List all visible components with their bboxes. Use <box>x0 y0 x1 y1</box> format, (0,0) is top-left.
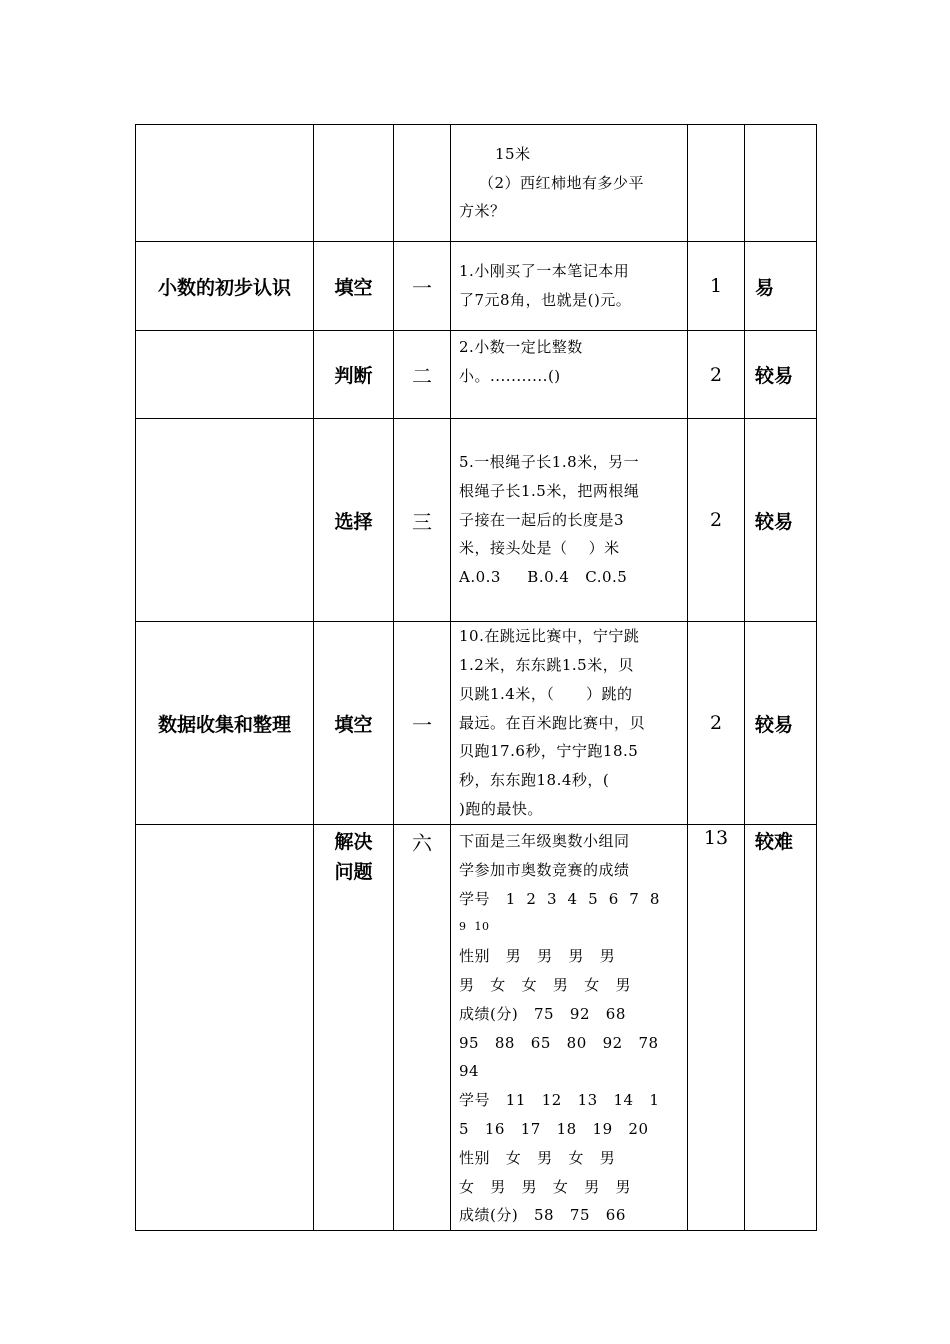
level-cell: 易 <box>745 242 817 331</box>
level-cell: 较难 <box>745 825 817 1231</box>
type-line: 解决 <box>334 831 373 853</box>
question-line: 女 男 男 女 男 男 <box>459 1177 632 1196</box>
type-line: 问题 <box>334 861 373 883</box>
table-row <box>136 419 817 622</box>
question-line: （2）西红柿地有多少平 <box>479 173 645 192</box>
score-cell: 13 <box>688 825 745 1231</box>
question-line: 1.小刚买了一本笔记本用 <box>459 262 630 281</box>
question-cell <box>451 419 688 622</box>
question-line: 9 10 <box>459 920 490 934</box>
question-line: 10.在跳远比赛中，宁宁跳 <box>459 627 640 646</box>
question-line: 子接在一起后的长度是3 <box>459 510 625 529</box>
chapter-cell: 数据收集和整理 <box>136 622 314 825</box>
score-cell: 2 <box>688 419 745 622</box>
question-cell <box>451 622 688 825</box>
question-line: 成绩(分) 58 75 66 <box>459 1206 626 1225</box>
chapter-cell <box>136 419 314 622</box>
question-line: )跑的最快。 <box>459 799 543 818</box>
chapter-cell <box>136 331 314 419</box>
question-line: 秒，东东跑18.4秒，( <box>459 771 610 790</box>
question-line: 下面是三年级奥数小组同 <box>459 832 630 850</box>
question-line: 了7元8角，也就是()元。 <box>459 291 632 309</box>
number-cell: 一 <box>394 242 451 331</box>
question-line: 性别 男 男 男 男 <box>459 947 616 966</box>
type-cell: 填空 <box>314 622 394 825</box>
question-line: 方米？ <box>459 202 506 221</box>
question-line: 根绳子长1.5米，把两根绳 <box>459 481 640 500</box>
question-line: 15米 <box>495 144 531 163</box>
level-cell: 较易 <box>745 622 817 825</box>
level-cell: 较易 <box>745 331 817 419</box>
question-cell <box>451 242 688 331</box>
table-row <box>136 825 817 1231</box>
question-line: 学号 1 2 3 4 5 6 7 8 <box>459 889 660 908</box>
question-line: A.0.3 B.0.4 C.0.5 <box>459 568 628 587</box>
question-line: 米，接头处是（ ）米 <box>459 539 620 558</box>
number-cell: 一 <box>394 622 451 825</box>
question-line: 小。...........() <box>459 366 561 385</box>
question-cell <box>451 331 688 419</box>
question-cell <box>451 825 688 1231</box>
score-cell: 2 <box>688 622 745 825</box>
number-cell: 六 <box>394 825 451 1231</box>
question-line: 94 <box>459 1062 480 1081</box>
score-cell <box>688 125 745 242</box>
question-line: 性别 女 男 女 男 <box>459 1148 616 1167</box>
question-line: 5 16 17 18 19 20 <box>459 1119 649 1138</box>
number-cell: 二 <box>394 331 451 419</box>
question-line: 贝跳1.4米，（ ）跳的 <box>459 684 633 703</box>
question-line: 5.一根绳子长1.8米，另一 <box>459 453 640 471</box>
level-cell: 较易 <box>745 419 817 622</box>
table-row <box>136 622 817 825</box>
question-line: 95 88 65 80 92 78 <box>459 1033 659 1052</box>
type-cell: 选择 <box>314 419 394 622</box>
table-row <box>136 331 817 419</box>
table-row <box>136 242 817 331</box>
question-line: 1.2米，东东跳1.5米，贝 <box>459 656 634 674</box>
question-line: 学号 11 12 13 14 1 <box>459 1091 660 1110</box>
score-cell: 2 <box>688 331 745 419</box>
chapter-cell <box>136 125 314 242</box>
chapter-cell <box>136 825 314 1231</box>
type-cell <box>314 825 394 1231</box>
level-cell <box>745 125 817 242</box>
question-line: 学参加市奥数竞赛的成绩 <box>459 860 630 879</box>
type-cell: 填空 <box>314 242 394 331</box>
question-line: 最远。在百米跑比赛中，贝 <box>459 713 646 732</box>
question-line: 贝跑17.6秒，宁宁跑18.5 <box>459 742 639 761</box>
type-cell <box>314 125 394 242</box>
question-line: 成绩(分) 75 92 68 <box>459 1004 626 1023</box>
question-cell <box>451 125 688 242</box>
number-cell: 三 <box>394 419 451 622</box>
number-cell <box>394 125 451 242</box>
type-cell: 判断 <box>314 331 394 419</box>
question-line: 2.小数一定比整数 <box>459 338 583 356</box>
question-line: 男 女 女 男 女 男 <box>459 975 632 994</box>
question-table <box>135 124 817 1231</box>
chapter-cell: 小数的初步认识 <box>136 242 314 331</box>
table-row <box>136 125 817 242</box>
score-cell: 1 <box>688 242 745 331</box>
